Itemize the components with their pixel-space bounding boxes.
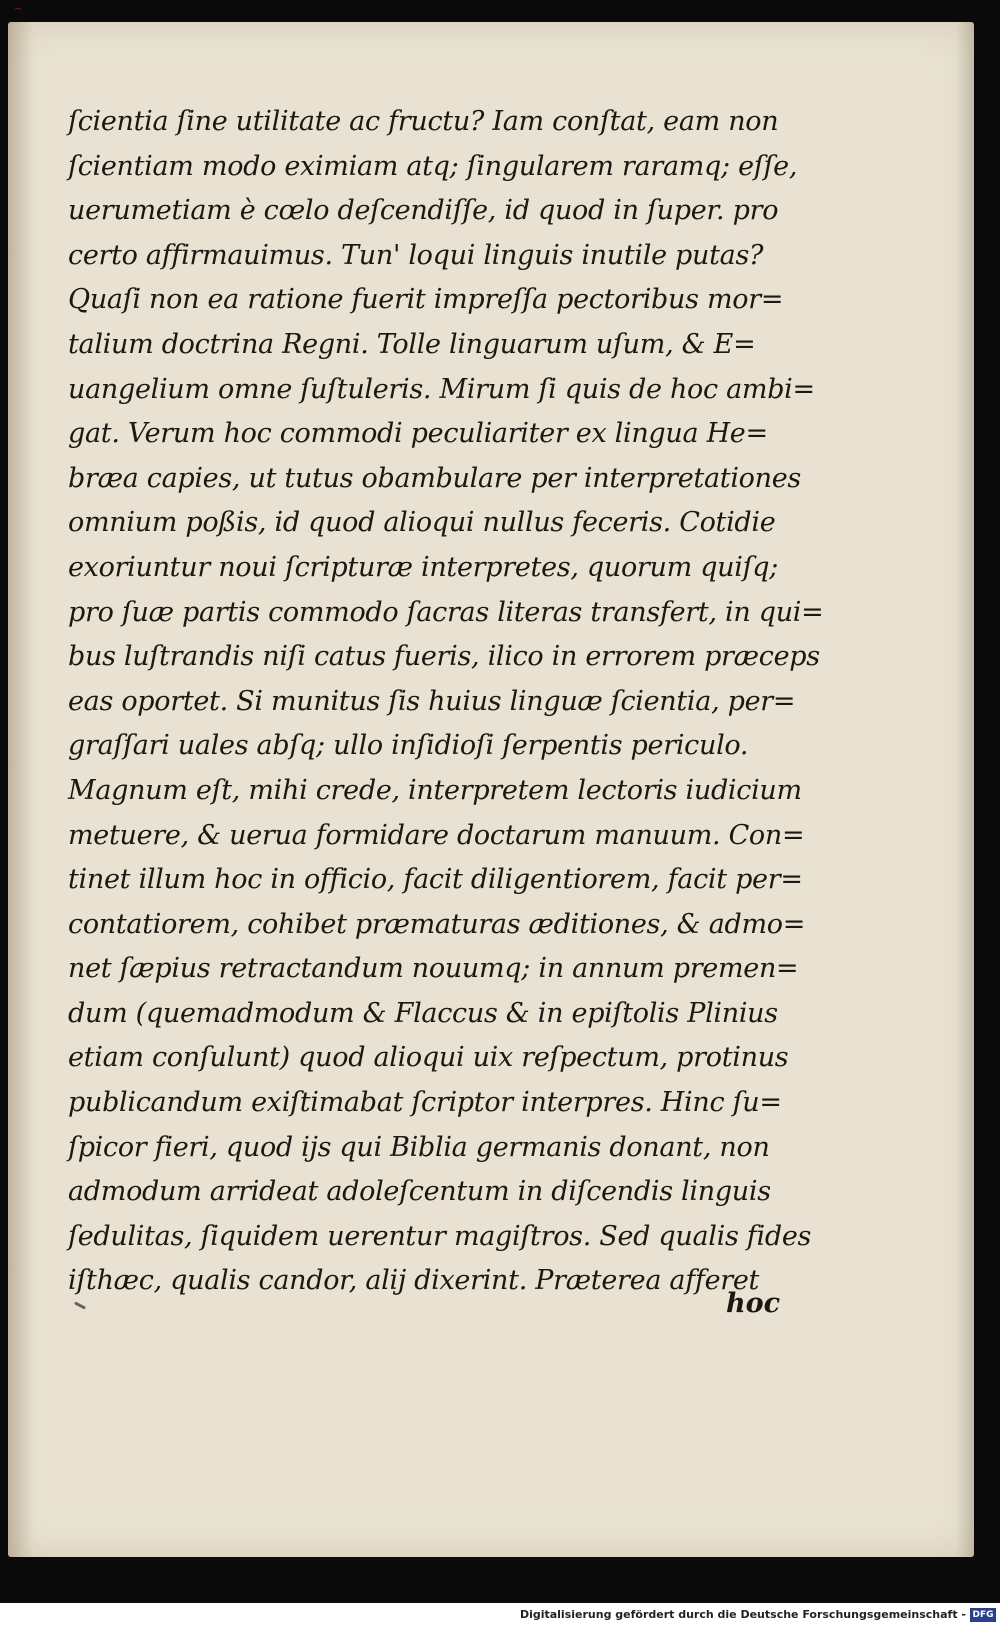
text-line: ſcientia ſine utilitate ac fructu? Iam conſtat, eam non [68,106,779,137]
text-line: ſpicor fieri, quod ijs qui Biblia germanis donant, non [68,1131,770,1163]
corner-stamp-mark: ~ [14,4,23,15]
text-line: ſedulitas, ſiquidem uerentur magiſtros. Sed qualis fides [68,1220,812,1252]
text-line: etiam conſulunt) quod alioqui uix reſpectum, protinus [68,1042,789,1074]
text-line: omnium poßis, id quod alioqui nullus feceris. Cotidie [68,507,776,539]
text-line: eas oportet. Si munitus ſis huius linguæ ſcientia, per= [68,685,796,717]
text-line: net ſæpius retractandum nouumq; in annum premen= [68,953,799,985]
text-line: Magnum eſt, mihi crede, interpretem lectoris iudicium [68,774,802,806]
text-line: admodum arrideat adoleſcentum in diſcendis linguis [68,1176,771,1208]
catchword: hoc [726,1288,781,1319]
page-edge-shadow [956,22,974,1557]
text-line: graſſari uales abſq; ullo inſidioſi ſerpentis periculo. [68,730,749,762]
text-line: talium doctrina Regni. Tolle linguarum uſum, & E= [68,328,756,360]
text-line: exoriuntur noui ſcripturæ interpretes, quorum quiſq; [68,551,779,583]
text-line: bræa capies, ut tutus obambulare per interpretationes [68,462,801,494]
book-page [8,22,974,1557]
text-line: gat. Verum hoc commodi peculiariter ex lingua He= [68,418,768,450]
funding-credit: Digitalisierung gefördert durch die Deutsche Forschungsgemeinschaft - [519,1608,966,1621]
text-line: dum (quemadmodum & Flaccus & in epiſtolis Plinius [68,997,778,1029]
text-line: uangelium omne ſuſtuleris. Mirum ſi quis de hoc ambi= [68,373,815,405]
footer-bar [0,1603,1000,1625]
text-line: iſthæc, qualis candor, alij dixerint. Præterea afferet [68,1265,760,1297]
text-line: metuere, & uerua formidare doctarum manuum. Con= [68,819,805,851]
text-line: bus luſtrandis niſi catus fueris, ilico in errorem præceps [68,641,820,673]
text-line: ſcientiam modo eximiam atq; ſingularem raramq; eſſe, [68,150,798,182]
text-line: tinet illum hoc in officio, facit diligentiorem, facit per= [68,864,803,896]
body-text [68,100,828,1304]
text-line: pro ſuæ partis commodo ſacras literas transfert, in qui= [68,596,824,628]
page-gutter-shadow [8,22,34,1557]
text-line: publicandum exiſtimabat ſcriptor interpres. Hinc ſu= [68,1087,782,1119]
text-line: uerumetiam è cœlo deſcendiſſe, id quod in ſuper. pro [68,195,779,227]
text-line: Quaſi non ea ratione fuerit impreſſa pectoribus mor= [68,284,784,316]
text-line: certo affirmauimus. Tun' loqui linguis inutile putas? [68,239,764,271]
text-line: contatiorem, cohibet præmaturas æditiones, & admo= [68,908,806,940]
dfg-logo-icon: DFG [970,1608,996,1622]
